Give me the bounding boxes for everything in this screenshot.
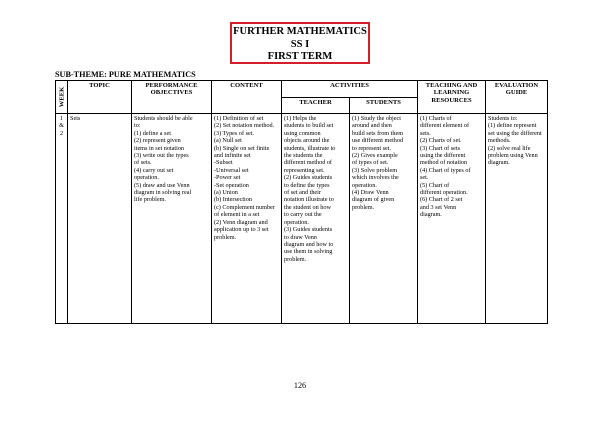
header-evaluation-guide: EVALUATION GUIDE	[486, 81, 548, 114]
header-teaching-resources: TEACHING AND LEARNING RESOURCES	[418, 81, 486, 114]
cell-line: (2) represent given	[134, 137, 181, 145]
cell-line: around and then	[352, 122, 392, 130]
cell-line: notation illustrate to	[284, 196, 334, 204]
cell-line: (3) Chart of sets	[420, 144, 461, 152]
cell-line: (1) Helps the	[284, 115, 317, 122]
cell-line: students to build set	[284, 122, 334, 130]
cell-line: (3) Types of set.	[214, 129, 255, 137]
cell-line: to:	[134, 122, 141, 130]
cell-line: Students should be able	[134, 115, 193, 122]
cell-line: sets.	[420, 129, 431, 137]
scheme-table	[55, 80, 548, 324]
cell-line: (3) Solve problem	[352, 166, 398, 174]
cell-evaluation	[486, 114, 548, 324]
cell-line: (5) Chart of	[420, 181, 450, 189]
cell-line: set using the different	[488, 129, 542, 137]
cell-resources	[418, 114, 486, 324]
cell-line: operation.	[284, 218, 309, 226]
cell-line: Students to:	[488, 115, 518, 122]
cell-line: (a) Null set	[214, 137, 242, 145]
page-number: 126	[293, 381, 307, 390]
header-row-1	[56, 81, 548, 98]
cell-line: (a) Union	[214, 189, 238, 197]
cell-line: (2) Guides students	[284, 174, 333, 182]
cell-line: of element in a set	[214, 211, 260, 219]
title-line-2: SS I	[290, 38, 310, 50]
cell-line: life problem.	[134, 196, 166, 204]
cell-line: (1) Charts of	[420, 115, 452, 122]
cell-line: (2) Gives example	[352, 152, 398, 160]
cell-line: (2) Venn diagram and	[214, 218, 268, 226]
cell-line: using common	[284, 129, 321, 137]
header-activities: ACTIVITIES	[282, 81, 418, 98]
cell-line: diagram in solving real	[134, 189, 192, 197]
cell-line: different method of	[284, 159, 332, 167]
cell-line: and infinite set	[214, 152, 251, 160]
title-box	[230, 22, 370, 64]
cell-line: set.	[420, 174, 429, 182]
cell-line: (4) carry out set	[134, 166, 174, 174]
header-topic: TOPIC	[68, 81, 132, 114]
cell-line: problem.	[352, 203, 375, 211]
cell-line: to represent set.	[352, 144, 392, 152]
title-line-3: FIRST TERM	[267, 51, 333, 62]
cell-line: (5) draw and use Venn	[134, 181, 190, 189]
header-performance-objectives: PERFORMANCE OBJECTIVES	[132, 81, 212, 114]
cell-line: (b) Single on set finite	[214, 144, 270, 152]
cell-line: build sets from them	[352, 129, 404, 137]
cell-line: diagram and how to	[284, 240, 334, 248]
cell-line: -Universal set	[214, 166, 249, 174]
cell-teacher	[282, 114, 350, 324]
cell-line: of types of set.	[352, 159, 389, 167]
cell-content	[212, 114, 282, 324]
cell-line: methods.	[488, 137, 511, 145]
cell-week: 1 & 2	[56, 114, 68, 324]
header-students: STUDENTS	[350, 97, 418, 114]
cell-line: students, illustrate to	[284, 144, 336, 152]
cell-line: (2) Set notation method.	[214, 122, 275, 130]
cell-objectives	[132, 114, 212, 324]
cell-line: operation.	[134, 174, 159, 182]
cell-line: the student on how	[284, 203, 331, 211]
cell-line: which involves the	[352, 174, 399, 182]
cell-line: representing set.	[284, 166, 325, 174]
header-content: CONTENT	[212, 81, 282, 114]
cell-line: (c) Complement number	[214, 203, 275, 211]
cell-line: use them in solving	[284, 248, 333, 256]
cell-line: -Set operation	[214, 181, 249, 189]
cell-line: (b) Intersection	[214, 196, 252, 204]
cell-line: the students the	[284, 152, 323, 160]
cell-line: to carry out the	[284, 211, 322, 219]
cell-line: of sets.	[134, 159, 152, 167]
cell-line: (1) define a set	[134, 129, 171, 137]
cell-line: problem.	[214, 233, 237, 241]
cell-line: problem.	[284, 255, 307, 263]
cell-line: (6) Chart of 2 set	[420, 196, 463, 204]
cell-line: (4) Chart of types of	[420, 166, 471, 174]
cell-line: using the different	[420, 152, 466, 160]
cell-line: items in set notation	[134, 144, 185, 152]
cell-topic: Sets	[68, 114, 132, 324]
cell-line: diagram of given	[352, 196, 395, 204]
cell-line: application up to 3 set	[214, 226, 269, 234]
cell-line: different element of	[420, 122, 470, 130]
cell-line: (3) Guides students	[284, 226, 333, 234]
cell-line: problem using Venn	[488, 152, 538, 160]
cell-line: (3) write out the types	[134, 152, 189, 160]
cell-line: -Subset	[214, 159, 233, 167]
cell-line: use different method	[352, 137, 404, 145]
table-row	[56, 114, 548, 324]
cell-line: and 3 set Venn	[420, 203, 457, 211]
cell-line: diagram.	[420, 211, 442, 219]
cell-line: to define the types	[284, 181, 330, 189]
cell-line: -Power set	[214, 174, 241, 182]
cell-students	[350, 114, 418, 324]
cell-line: method of notation	[420, 159, 468, 167]
cell-line: (2) Charts of set.	[420, 137, 462, 145]
subtheme-heading: SUB-THEME: PURE MATHEMATICS	[55, 70, 196, 79]
cell-line: operation.	[352, 181, 377, 189]
cell-line: different operation.	[420, 189, 468, 197]
title-line-1: FURTHER MATHEMATICS	[233, 26, 367, 37]
cell-line: (1) Study the object	[352, 115, 401, 122]
cell-line: (1) define represent	[488, 122, 537, 130]
cell-line: (4) Draw Venn	[352, 189, 389, 197]
cell-line: to draw Venn	[284, 233, 317, 241]
cell-line: (2) solve real life	[488, 144, 531, 152]
cell-line: diagram.	[488, 159, 510, 167]
cell-line: (1) Definition of set	[214, 115, 264, 122]
cell-line: of set and their	[284, 189, 321, 197]
header-teacher: TEACHER	[282, 97, 350, 114]
header-week: WEEK	[56, 81, 68, 114]
cell-line: objects around the	[284, 137, 330, 145]
